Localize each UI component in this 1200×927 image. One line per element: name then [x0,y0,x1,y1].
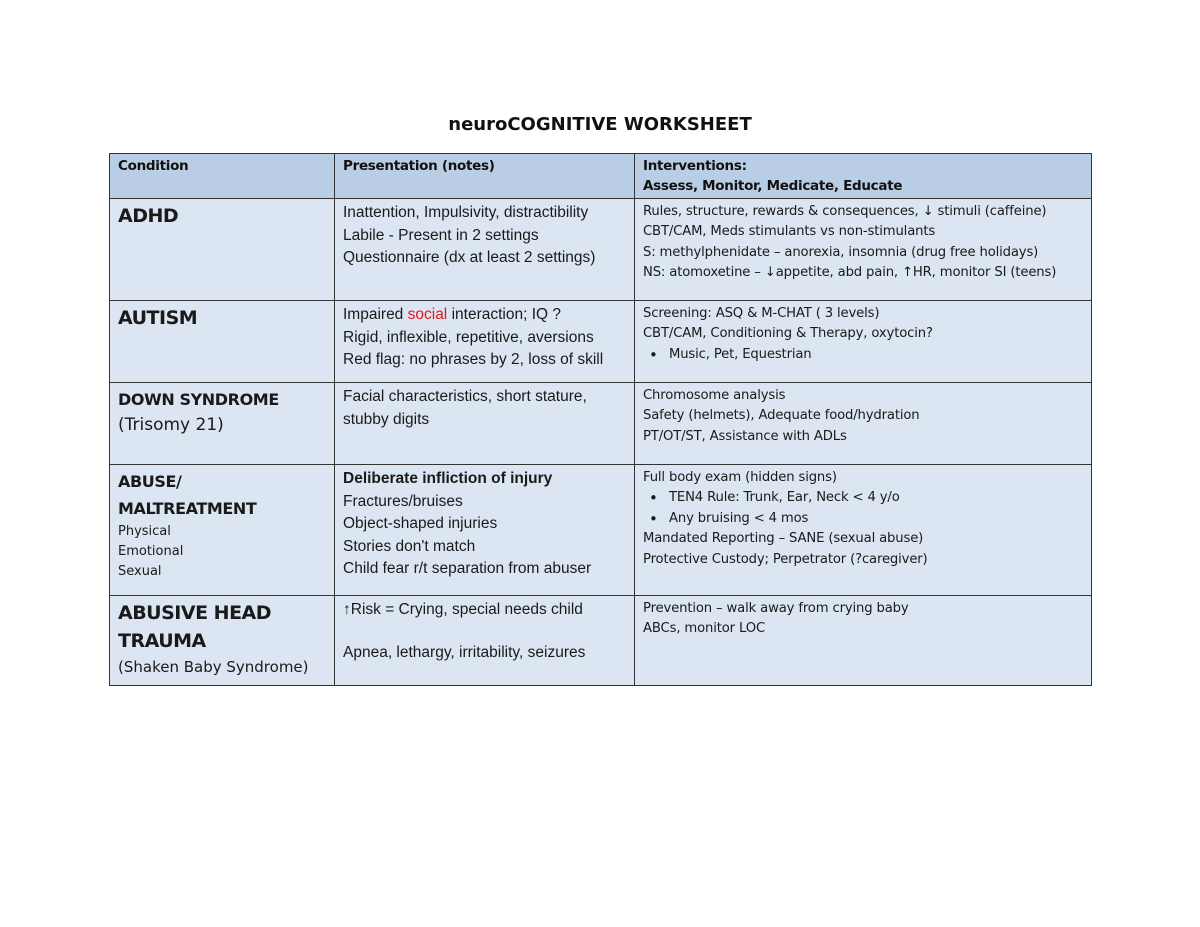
presentation-line: Object-shaped injuries [343,515,498,532]
intervention-line: Mandated Reporting – SANE (sexual abuse) [643,531,924,547]
presentation-line: ↑Risk = Crying, special needs child [343,601,583,618]
condition-type: Sexual [118,564,162,579]
condition-type: Physical [118,524,171,539]
header-row [110,154,1092,199]
header-interventions-sublabel: Assess, Monitor, Medicate, Educate [643,178,903,194]
table-row-autism [110,301,1092,383]
presentation-cell [335,301,635,383]
condition-cell [110,465,335,596]
interventions-cell [635,301,1092,383]
presentation-line: Labile - Present in 2 settings [343,226,539,244]
intervention-line: Safety (helmets), Adequate food/hydration [643,408,920,424]
presentation-line: Facial characteristics, short stature, [343,388,587,405]
presentation-line: Child fear r/t separation from abuser [343,560,592,577]
spacer [343,622,626,642]
header-interventions [635,154,1092,199]
presentation-line: stubby digits [343,410,430,428]
header-interventions-label: Interventions: [643,158,747,174]
presentation-line [343,304,626,327]
condition-cell [110,301,335,383]
presentation-line: Red flag: no phrases by 2, loss of skill [343,351,604,368]
header-condition-label: Condition [118,158,189,174]
intervention-line: Full body exam (hidden signs) [643,470,837,485]
intervention-line: Rules, structure, rewards & consequences, ↓ stimuli (caffeine) [643,204,1047,219]
intervention-line: Screening: ASQ & M-CHAT ( 3 levels) [643,306,880,321]
condition-name: ABUSIVE HEAD [118,602,272,624]
condition-name: AUTISM [118,307,198,329]
interventions-cell [635,465,1092,596]
presentation-line: Questionnaire (dx at least 2 settings) [343,249,596,266]
intervention-line: Chromosome analysis [643,388,786,403]
highlight-social: social [407,306,448,323]
intervention-line: ABCs, monitor LOC [643,621,766,637]
intervention-bullet: • Any bruising < 4 mos [643,509,1083,529]
interventions-cell [635,596,1092,686]
intervention-line: PT/OT/ST, Assistance with ADLs [643,428,847,444]
condition-name: ABUSE/ [118,472,182,491]
presentation-line: Apnea, lethargy, irritability, seizures [343,643,586,661]
interventions-cell [635,199,1092,301]
presentation-text: Impaired [343,306,408,323]
presentation-line: Fractures/bruises [343,492,463,510]
condition-subtitle: (Trisomy 21) [118,415,224,435]
intervention-line: CBT/CAM, Conditioning & Therapy, oxytocin? [643,326,933,342]
condition-name: MALTREATMENT [118,499,257,518]
intervention-line: NS: atomoxetine – ↓appetite, abd pain, ↑HR, monitor SI (teens) [643,265,1057,281]
worksheet-table [109,153,1092,686]
presentation-line: Inattention, Impulsivity, distractibility [343,204,589,221]
presentation-cell [335,596,635,686]
table-row-down-syndrome [110,383,1092,465]
condition-cell [110,199,335,301]
condition-cell [110,596,335,686]
condition-cell [110,383,335,465]
intervention-line: Protective Custody; Perpetrator (?caregiver) [643,551,928,567]
presentation-cell [335,199,635,301]
header-condition [110,154,335,199]
intervention-line: CBT/CAM, Meds stimulants vs non-stimulants [643,224,936,240]
presentation-cell [335,383,635,465]
intervention-line: S: methylphenidate – anorexia, insomnia (drug free holidays) [643,244,1039,260]
presentation-line: Stories don't match [343,537,476,555]
presentation-text: interaction; IQ ? [447,306,561,323]
header-presentation-label: Presentation (notes) [343,158,495,174]
presentation-cell [335,465,635,596]
condition-subtitle: (Shaken Baby Syndrome) [118,658,309,676]
intervention-line: Prevention – walk away from crying baby [643,601,909,616]
condition-name: ADHD [118,205,179,227]
condition-name: TRAUMA [118,630,206,652]
table-row-adhd [110,199,1092,301]
presentation-line: Rigid, inflexible, repetitive, aversions [343,328,594,346]
table-row-abusive-head-trauma [110,596,1092,686]
intervention-bullet: • TEN4 Rule: Trunk, Ear, Neck < 4 y/o [643,488,1083,508]
interventions-cell [635,383,1092,465]
intervention-bullet: • Music, Pet, Equestrian [643,345,1083,365]
page-title: neuroCOGNITIVE WORKSHEET [448,114,752,135]
condition-type: Emotional [118,544,184,559]
header-presentation [335,154,635,199]
presentation-heading: Deliberate infliction of injury [343,470,553,487]
table-row-abuse [110,465,1092,596]
condition-name: DOWN SYNDROME [118,390,279,409]
